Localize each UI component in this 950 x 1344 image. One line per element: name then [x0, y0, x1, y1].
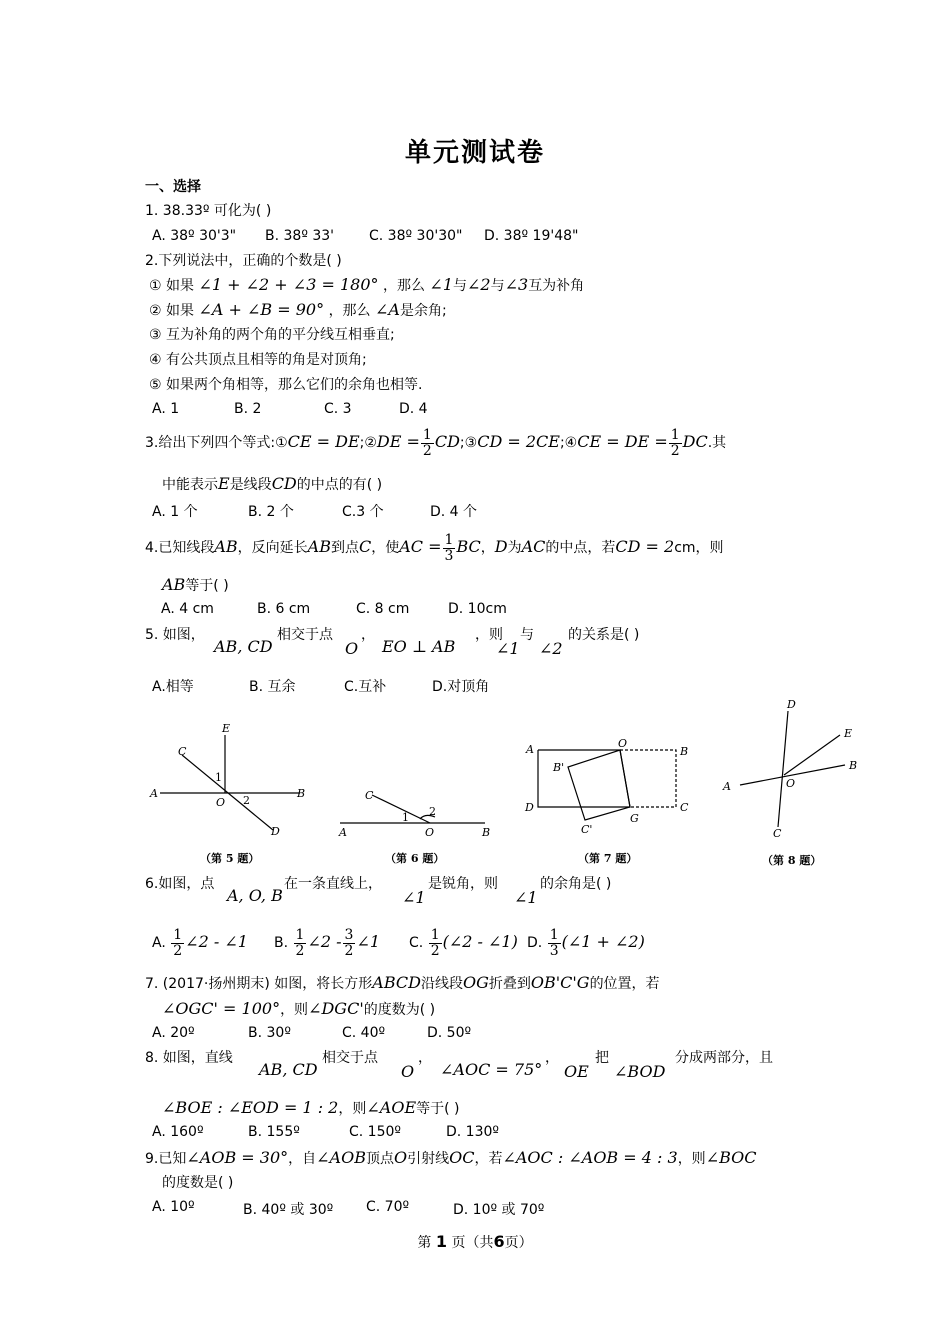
q6-text-c: 是锐角，则: [428, 876, 498, 892]
q8-lines: AB, CD: [259, 1060, 318, 1079]
f7-label-o: O: [618, 737, 628, 750]
q3-eq3: CD = 2CE: [477, 432, 560, 451]
page-footer: [0, 1232, 950, 1252]
q6-a-expr: ∠2 - ∠1: [185, 932, 248, 951]
figure-5-caption: （第 5 题）: [200, 852, 260, 865]
q3-text-c: ;③: [459, 435, 478, 451]
q2-option-b: B. 2: [234, 401, 262, 417]
q2-statement-4: ④ 有公共顶点且相等的角是对顶角;: [149, 352, 367, 368]
q9-text-a: 9.已知: [145, 1151, 187, 1167]
q2-s1-text: ① 如果: [149, 278, 195, 294]
q7-angle-dgc: ∠DGC': [308, 999, 364, 1018]
figure-6-caption: （第 6 题）: [385, 852, 445, 865]
q9-ratio: ∠AOC : ∠AOB = 4 : 3: [502, 1148, 678, 1167]
q4-l2-text: 等于( ): [185, 578, 229, 594]
q3-eq4-b: DC: [682, 432, 708, 451]
q2-statement-2: [149, 301, 447, 320]
q5-option-d: D.对顶角: [432, 679, 490, 695]
q6-text-d: 的余角是( ): [540, 876, 612, 892]
f7-label-cprime: C': [581, 823, 593, 836]
q3-eq2: DE =: [376, 432, 420, 451]
q7-text-d: 的位置，若: [589, 976, 660, 992]
f6-label-o: O: [425, 826, 435, 839]
q2-option-a: A. 1: [152, 401, 180, 417]
q6-angle-1b: ∠1: [514, 888, 538, 907]
q8-text-c: ，: [418, 1050, 432, 1066]
q6-b-expr: ∠2 -: [307, 932, 342, 951]
q6-option-c: [409, 926, 518, 959]
q2-s2-end: 是余角;: [399, 303, 447, 319]
f6-label-c: C: [365, 789, 374, 802]
q9-text-b: ，自: [288, 1151, 317, 1167]
question-9-stem: [145, 1149, 757, 1168]
q2-s1-with2: 与: [490, 278, 505, 294]
q6-option-b: [274, 926, 380, 959]
q4-eq2: CD = 2: [615, 537, 675, 556]
f6-label-b: B: [482, 826, 491, 839]
q5-text-b: 相交于点: [277, 627, 333, 643]
figures-row: [140, 695, 858, 870]
q7-l2-end: 的度数为( ): [363, 1002, 436, 1018]
q4-text-e: ，: [480, 540, 495, 556]
q4-ab-2: AB: [307, 537, 331, 556]
q9-option-c: C. 70º: [366, 1199, 410, 1215]
q4-option-b: B. 6 cm: [257, 601, 311, 617]
q9-angle-boc: ∠BOC: [705, 1148, 757, 1167]
q3-option-c: C.3 个: [342, 504, 384, 520]
q6-b-expr2: ∠1: [356, 932, 381, 951]
f5-label-2: 2: [243, 794, 250, 807]
q3-eq1: CE = DE: [287, 432, 360, 451]
f5-label-a: A: [150, 787, 158, 800]
q3-l2-cd: CD: [271, 474, 297, 493]
q9-angle-aob-2: ∠AOB: [316, 1148, 366, 1167]
q7-angle-eq: ∠OGC' = 100°: [162, 999, 281, 1018]
q2-s1-math: ∠1 + ∠2 + ∠3 = 180°: [198, 275, 379, 294]
q9-option-b: B. 40º 或 30º: [243, 1202, 334, 1218]
q3-frac-2: $\frac{1}{2}$: [670, 426, 680, 459]
q7-l2-text: ，则: [280, 1002, 309, 1018]
q3-eq2-b: CD: [434, 432, 460, 451]
q8-angle-bod: ∠BOD: [614, 1062, 666, 1081]
q2-s1-text2: ，那么: [382, 278, 425, 294]
q8-l2-end: 等于( ): [416, 1101, 460, 1117]
f7-label-c: C: [680, 801, 689, 814]
f8-label-e: E: [844, 727, 853, 740]
q7-text-c: 折叠到: [488, 976, 531, 992]
q2-option-d: D. 4: [399, 401, 428, 417]
q2-s2-angle: ∠A: [375, 300, 400, 319]
q8-text-b: 相交于点: [322, 1050, 378, 1066]
q9-text-e: ，若: [474, 1151, 503, 1167]
q6-a-frac: $\frac{1}{2}$: [173, 926, 183, 959]
q2-statement-3: ③ 互为补角的两个角的平分线互相垂直;: [149, 327, 395, 343]
q5-text-e: 与: [520, 627, 534, 643]
q4-text-f: 为: [507, 540, 522, 556]
q5-point-o: O: [345, 639, 359, 658]
footer-text-c: 页）: [504, 1235, 533, 1251]
q5-option-c: C.互补: [344, 679, 387, 695]
q9-text-d: 引射线: [407, 1151, 450, 1167]
q4-text-h: cm，则: [674, 540, 724, 556]
q4-option-a: A. 4 cm: [161, 601, 214, 617]
section-heading: 一、选择: [145, 179, 201, 195]
q7-text-b: 沿线段: [420, 976, 463, 992]
q6-points: A, O, B: [227, 886, 283, 905]
q6-c-expr: (∠2 - ∠1): [442, 932, 518, 951]
f6-label-a: A: [339, 826, 347, 839]
q9-text-c: 顶点: [365, 1151, 394, 1167]
q4-text-g: 的中点，若: [545, 540, 616, 556]
figure-8: [740, 711, 845, 827]
q7-option-a: A. 20º: [152, 1025, 195, 1041]
f6-label-2: 2: [429, 805, 436, 818]
footer-page-number: 1: [435, 1232, 447, 1251]
f8-label-a: A: [723, 780, 731, 793]
q5-perp: EO ⊥ AB: [382, 637, 456, 656]
footer-text-b: 页（共: [451, 1235, 494, 1251]
q5-angle-1: ∠1: [496, 639, 520, 658]
footer-total-pages: 6: [493, 1232, 505, 1251]
f5-label-d: D: [271, 825, 280, 838]
q4-text-c: 到点: [330, 540, 359, 556]
q6-c-label: C.: [409, 935, 424, 951]
q6-b-label: B.: [274, 935, 289, 951]
q6-c-frac: $\frac{1}{2}$: [430, 926, 440, 959]
q8-option-a: A. 160º: [152, 1124, 204, 1140]
q4-ab: AB: [214, 537, 238, 556]
q3-l2-text: 中能表示: [162, 477, 218, 493]
footer-text-a: 第: [417, 1235, 432, 1251]
figure-8-caption: （第 8 题）: [762, 854, 822, 867]
q7-line-2: [162, 1000, 435, 1019]
q4-l2-ab: AB: [162, 575, 186, 594]
q9-line-2: 的度数是( ): [162, 1175, 234, 1191]
f7-label-g: G: [630, 812, 639, 825]
q5-text-d: ，则: [475, 627, 503, 643]
f8-label-d: D: [787, 698, 796, 711]
f7-label-b: B: [680, 745, 689, 758]
q5-option-a: A.相等: [152, 679, 194, 695]
q7-rect: ABCD: [372, 973, 421, 992]
figure-7-caption: （第 7 题）: [578, 852, 638, 865]
q3-option-b: B. 2 个: [248, 504, 294, 520]
page-title: 单元测试卷: [404, 138, 545, 168]
q5-option-b: B. 互余: [249, 679, 296, 695]
q3-l2-text2: 是线段: [229, 477, 272, 493]
q2-s1-with: 与: [453, 278, 467, 294]
q8-angle-aoc: ∠AOC = 75°: [440, 1060, 543, 1079]
q9-point-o: O: [393, 1148, 408, 1167]
q6-option-d: [527, 926, 645, 959]
q8-l2-text: ，则: [338, 1101, 367, 1117]
q1-option-a: A. 38º 30'3": [152, 228, 237, 244]
q9-option-d: D. 10º 或 70º: [453, 1202, 545, 1218]
q6-text-b: 在一条直线上，: [284, 876, 382, 892]
q8-text-a: 8. 如图，直线: [145, 1050, 233, 1066]
f7-label-a: A: [526, 743, 534, 756]
q4-line-2: [162, 576, 229, 595]
question-7-stem: [145, 974, 660, 993]
q4-text-b: ，反向延长: [237, 540, 308, 556]
q6-option-a: [152, 926, 248, 959]
question-1-stem: 1. 38.33º 可化为( ): [145, 203, 272, 219]
q9-angle-aob: ∠AOB = 30°: [186, 1148, 289, 1167]
q1-option-d: D. 38º 19'48": [484, 228, 579, 244]
q3-option-a: A. 1 个: [152, 504, 198, 520]
q4-frac: $\frac{1}{3}$: [444, 531, 454, 564]
q9-ray-oc: OC: [449, 1148, 475, 1167]
q6-b-frac2: $\frac{3}{2}$: [344, 926, 354, 959]
q6-d-label: D.: [527, 935, 543, 951]
q2-option-c: C. 3: [324, 401, 352, 417]
q3-l2-end: 的中点的有( ): [296, 477, 383, 493]
q8-text-d: ，: [545, 1050, 559, 1066]
f5-label-o: O: [216, 796, 226, 809]
q2-s1-end: 互为补角: [528, 278, 585, 294]
q5-lines: AB, CD: [214, 637, 273, 656]
q8-ray-oe: OE: [564, 1062, 589, 1081]
q6-text-a: 6.如图，点: [145, 876, 215, 892]
q6-d-frac: $\frac{1}{3}$: [549, 926, 559, 959]
q5-text-f: 的关系是( ): [568, 627, 640, 643]
q2-s2-math: ∠A + ∠B = 90°: [198, 300, 325, 319]
q4-point-c: C: [358, 537, 372, 556]
q8-option-b: B. 155º: [248, 1124, 300, 1140]
question-4-stem: [145, 531, 724, 564]
f5-label-1: 1: [215, 771, 222, 784]
f7-label-d: D: [525, 801, 534, 814]
q4-text-d: ，使: [371, 540, 400, 556]
q8-point-o: O: [401, 1062, 415, 1081]
f5-label-e: E: [222, 722, 231, 735]
figure-6: [340, 795, 485, 823]
q3-l2-e: E: [218, 474, 230, 493]
q2-s1-angle2: ∠2: [467, 275, 491, 294]
q6-b-frac1: $\frac{1}{2}$: [295, 926, 305, 959]
f8-label-c: C: [773, 827, 782, 840]
q4-eq1-b: BC: [456, 537, 481, 556]
q6-angle-1a: ∠1: [402, 888, 426, 907]
f7-label-bprime: B': [553, 761, 565, 774]
q8-angle-aoe: ∠AOE: [366, 1098, 417, 1117]
q3-text-a: 3.给出下列四个等式:①: [145, 435, 288, 451]
q3-option-d: D. 4 个: [430, 504, 478, 520]
q4-eq1: AC =: [399, 537, 442, 556]
f8-label-b: B: [849, 759, 858, 772]
q5-text-c: ，: [361, 627, 375, 643]
q7-option-d: D. 50º: [427, 1025, 472, 1041]
q3-text-d: ;④: [559, 435, 578, 451]
q8-option-c: C. 150º: [349, 1124, 401, 1140]
q7-option-c: C. 40º: [342, 1025, 386, 1041]
q7-text-a: 7. (2017·扬州期末) 如图，将长方形: [145, 976, 373, 992]
q6-a-label: A.: [152, 935, 166, 951]
q1-option-b: B. 38º 33': [265, 228, 335, 244]
q7-option-b: B. 30º: [248, 1025, 291, 1041]
q8-option-d: D. 130º: [446, 1124, 499, 1140]
q2-s2-text2: ，那么: [328, 303, 371, 319]
q3-frac-1: $\frac{1}{2}$: [422, 426, 432, 459]
question-2-stem: 2.下列说法中，正确的个数是( ): [145, 253, 342, 269]
q5-angle-2: ∠2: [539, 639, 563, 658]
q2-statement-5: ⑤ 如果两个角相等，那么它们的余角也相等.: [149, 377, 423, 393]
q7-folded: OB'C'G: [530, 973, 590, 992]
q4-option-d: D. 10cm: [448, 601, 507, 617]
q3-text-e: .其: [707, 435, 727, 451]
q8-line-2: [162, 1099, 460, 1118]
q9-option-a: A. 10º: [152, 1199, 195, 1215]
q4-text-a: 4.已知线段: [145, 540, 215, 556]
f5-label-b: B: [297, 787, 306, 800]
q4-point-d: D: [494, 537, 508, 556]
q3-text-b: ;②: [359, 435, 377, 451]
f8-label-o: O: [786, 777, 796, 790]
q6-d-expr: (∠1 + ∠2): [561, 932, 645, 951]
q2-s1-angle3: ∠3: [504, 275, 529, 294]
f5-label-c: C: [178, 745, 187, 758]
q5-text-a: 5. 如图，: [145, 627, 205, 643]
q3-line-2: [162, 475, 382, 494]
q8-text-f: 分成两部分，且: [675, 1050, 773, 1066]
question-3-stem: [145, 426, 726, 459]
q9-text-f: ，则: [677, 1151, 706, 1167]
q2-s1-angle1: ∠1: [429, 275, 453, 294]
f6-label-1: 1: [402, 811, 409, 824]
q3-eq4: CE = DE =: [577, 432, 668, 451]
q2-statement-1: [149, 276, 584, 295]
q1-option-c: C. 38º 30'30": [369, 228, 463, 244]
q2-s2-text: ② 如果: [149, 303, 195, 319]
q4-ac: AC: [521, 537, 546, 556]
q4-option-c: C. 8 cm: [356, 601, 410, 617]
q7-og: OG: [462, 973, 489, 992]
q8-ratio: ∠BOE : ∠EOD = 1 : 2: [162, 1098, 339, 1117]
q8-text-e: 把: [595, 1050, 609, 1066]
